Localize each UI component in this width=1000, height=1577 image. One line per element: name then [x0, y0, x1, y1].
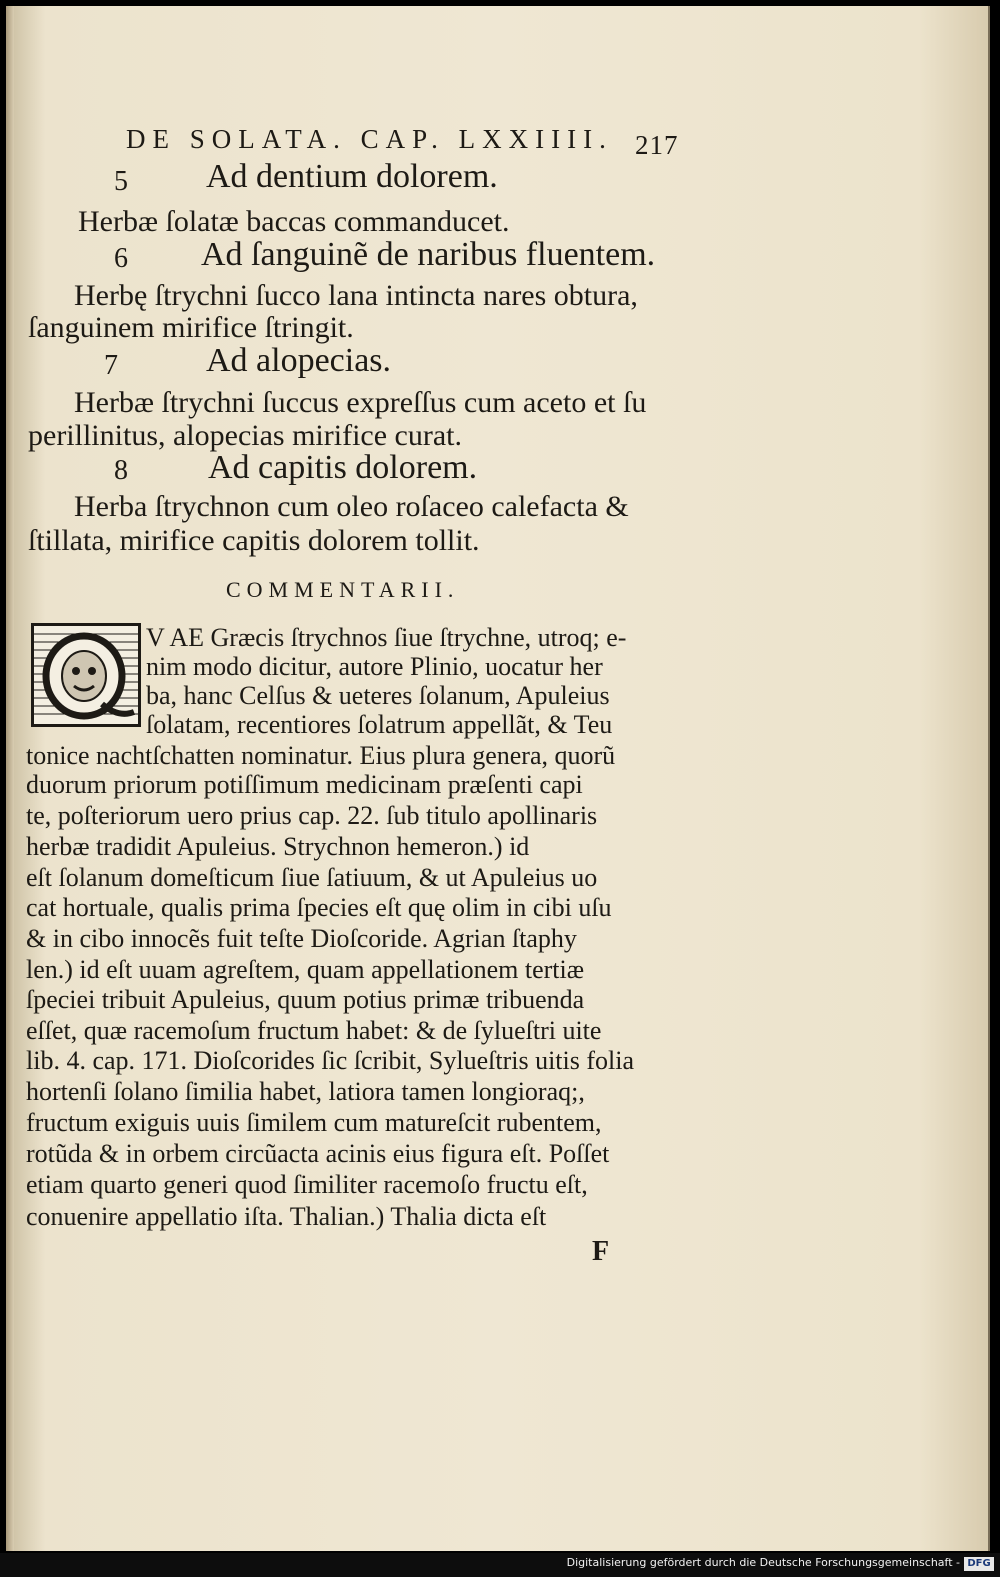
footer-bar: [0, 1553, 1000, 1577]
commentary-line: cat hortuale, qualis prima ſpecies eſt quę olim in cibi uſu: [26, 893, 612, 922]
commentary-line: fructum exiguis uuis ſimilem cum matureſcit rubentem,: [26, 1108, 602, 1137]
commentary-line: etiam quarto generi quod ſimiliter racemoſo fructu eſt,: [26, 1170, 588, 1199]
commentary-line: herbæ tradidit Apuleius. Strychnon hemeron.) id: [26, 832, 530, 861]
page-gutter-edge: [6, 6, 14, 1551]
running-head: DE SOLATA. CAP. LXXIIII.: [126, 124, 613, 154]
commentary-line: duorum priorum potiſſimum medicinam præſenti capi: [26, 770, 583, 799]
remedy-text-line: Herbę ſtrychni ſucco lana intincta nares obtura,: [74, 279, 638, 312]
remedy-number: 7: [104, 350, 118, 381]
remedy-text-line: Herba ſtrychnon cum oleo roſaceo calefacta &: [74, 490, 629, 523]
commentary-line: hortenſi ſolano ſimilia habet, latiora tamen longioraq;,: [26, 1077, 585, 1106]
folio-number: 217: [635, 130, 679, 160]
book-page: [6, 6, 990, 1551]
remedy-text-line: ſanguinem mirifice ſtringit.: [28, 311, 354, 344]
commentary-line: lib. 4. cap. 171. Dioſcorides ſic ſcribit, Sylueſtris uitis folia: [26, 1046, 635, 1075]
signature-mark: F: [592, 1236, 610, 1267]
commentary-line: eſſet, quæ racemoſum fructum habet: & de ſylueſtri uite: [26, 1016, 602, 1045]
remedy-text-line: perillinitus, alopecias mirifice curat.: [28, 419, 463, 452]
decorated-initial-q-image: [31, 623, 141, 727]
commentary-line: te, poſteriorum uero prius cap. 22. ſub titulo apollinaris: [26, 801, 598, 830]
remedy-heading: Ad dentium dolorem.: [206, 158, 498, 195]
funding-credit: Digitalisierung gefördert durch die Deutsche Forschungsgemeinschaft -: [566, 1556, 960, 1569]
commentary-line: rotũda & in orbem circũacta acinis eius figura eſt. Poſſet: [26, 1139, 610, 1168]
dfg-logo: DFG: [964, 1557, 994, 1571]
remedy-number: 8: [114, 455, 128, 486]
remedy-heading: Ad ſanguinẽ de naribus fluentem.: [201, 236, 656, 273]
commentary-title: COMMENTARII.: [226, 577, 460, 602]
remedy-number: 6: [114, 243, 128, 274]
commentary-line: nim modo dicitur, autore Plinio, uocatur her: [146, 652, 603, 681]
remedy-heading: Ad capitis dolorem.: [208, 449, 478, 486]
commentary-line: eſt ſolanum domeſticum ſiue ſatiuum, & ut Apuleius uo: [26, 863, 598, 892]
commentary-line: & in cibo innocẽs fuit teſte Dioſcoride. Agrian ſtaphy: [26, 924, 577, 953]
commentary-line: conuenire appellatio iſta. Thalian.) Thalia dicta eſt: [26, 1202, 547, 1231]
remedy-text-line: Herbæ ſtrychni ſuccus expreſſus cum aceto et ſu: [74, 386, 647, 419]
commentary-line: ſpeciei tribuit Apuleius, quum potius primæ tribuenda: [26, 985, 585, 1014]
remedy-heading: Ad alopecias.: [206, 342, 392, 379]
commentary-line: V AE Græcis ſtrychnos ſiue ſtrychne, utroq; e-: [146, 623, 627, 652]
commentary-line: ba, hanc Celſus & ueteres ſolanum, Apuleius: [146, 681, 610, 710]
remedy-number: 5: [114, 166, 128, 197]
commentary-line: tonice nachtſchatten nominatur. Eius plura genera, quorũ: [26, 741, 616, 770]
remedy-text-line: ſtillata, mirifice capitis dolorem tollit.: [28, 524, 480, 557]
remedy-text-line: Herbæ ſolatæ baccas commanducet.: [78, 205, 510, 238]
commentary-line: ſolatam, recentiores ſolatrum appellãt, & Teu: [146, 710, 613, 739]
commentary-line: len.) id eſt uuam agreſtem, quam appellationem tertiæ: [26, 955, 585, 984]
